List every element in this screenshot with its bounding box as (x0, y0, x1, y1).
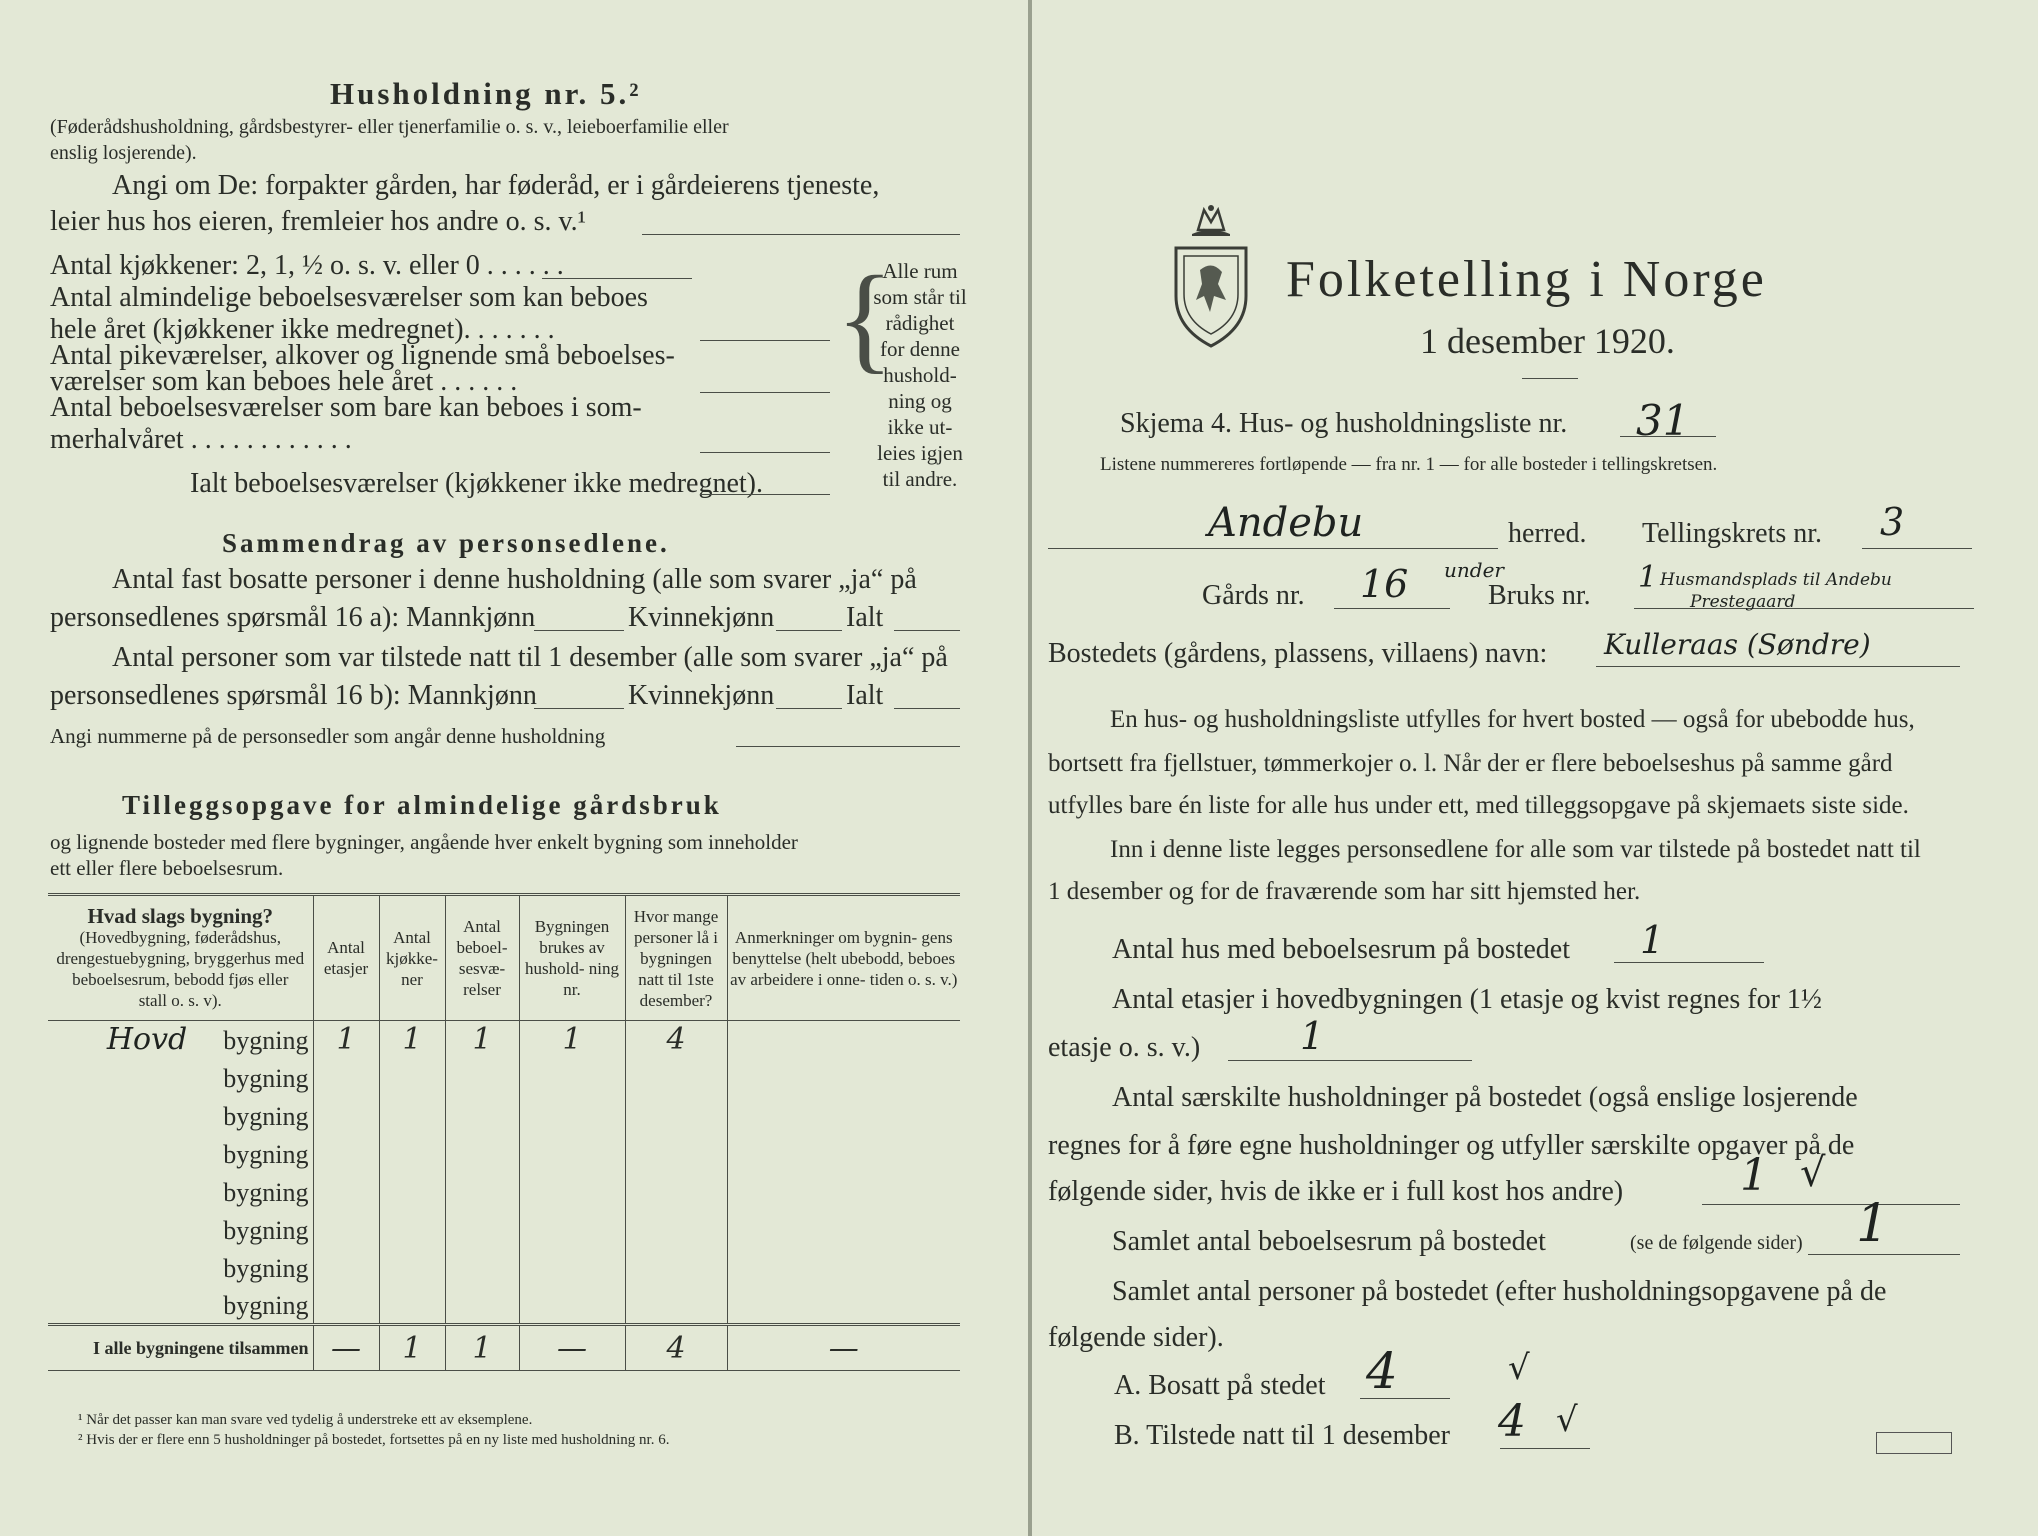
summer-rooms-line-2: merhalvåret . . . . . . . . . . . . (50, 424, 352, 455)
cell-household (519, 1059, 625, 1097)
col-floors-header: Antal etasjer (313, 895, 379, 1021)
total-floors: — (313, 1325, 379, 1371)
total-household: — (519, 1325, 625, 1371)
bygning-label: bygning (223, 1216, 309, 1245)
side-note (870, 258, 970, 492)
side-note-line: leies igjen (877, 441, 963, 465)
table-row (48, 1021, 960, 1059)
separate-households-value: 1 (1740, 1150, 1768, 1201)
herred-label: herred. (1508, 518, 1587, 549)
cell-persons (625, 1287, 727, 1325)
present-female-label: Kvinnekjønn (628, 680, 775, 711)
cell-rooms (445, 1249, 519, 1287)
col-used-by-header: Bygningen brukes av hushold- ning nr. (519, 895, 625, 1021)
col-persons-header: Hvor mange personer lå i bygningen natt til 1ste desember? (625, 895, 727, 1021)
present-male-line (534, 708, 624, 709)
table-row (48, 1249, 960, 1287)
col-building-title: Hvad slags bygning? (87, 903, 274, 928)
bruks-note-line-1: Husmandsplads til Andebu (1660, 570, 1892, 590)
summary-title: Sammendrag av personsedlene. (222, 528, 670, 558)
total-persons: 4 (625, 1325, 727, 1371)
numbers-answer-line (736, 746, 960, 747)
farm-title: Tilleggsopgave for almindelige gårdsbruk (122, 790, 722, 820)
bosted-value: Kulleraas (Søndre) (1604, 628, 1871, 661)
farm-subtitle-line-2: ett eller flere beboelsesrum. (50, 856, 284, 880)
cell-remarks (727, 1249, 960, 1287)
present-here-line (1500, 1448, 1590, 1449)
side-note-line: ning og (888, 389, 952, 413)
cell-floors (313, 1135, 379, 1173)
cell-remarks (727, 1097, 960, 1135)
present-here-label: B. Tilstede natt til 1 desember (1114, 1420, 1450, 1451)
settled-female-label: Kvinnekjønn (628, 602, 775, 633)
bygning-label: bygning (223, 1178, 309, 1207)
separate-households-line-3: følgende sider, hvis de ikke er i full kost hos andre) (1048, 1176, 1624, 1207)
cell-household (519, 1135, 625, 1173)
gards-line (1334, 608, 1450, 609)
bygning-label: bygning (223, 1026, 309, 1056)
building-type-cell (48, 1173, 313, 1211)
buildings-table (48, 893, 960, 1371)
separate-households-line-2: regnes for å føre egne husholdninger og utfyller særskilte opgaver på de (1048, 1130, 1855, 1161)
census-title: Folketelling i Norge (1286, 251, 1767, 308)
bruks-line (1634, 608, 1974, 609)
bygning-label: bygning (223, 1140, 309, 1169)
side-note-line: for denne (880, 337, 960, 361)
total-remarks: — (727, 1325, 960, 1371)
cell-rooms: 1 (445, 1021, 519, 1059)
cell-remarks (727, 1135, 960, 1173)
col-building-desc: (Hovedbygning, føderådshus, drengestuebygning, bryggerhus med beboelsesrum, bebodd fjøs eller stall o. s. v). (56, 927, 305, 1010)
houses-line (1614, 962, 1764, 963)
angi-line-1: Angi om De: forpakter gården, har føderåd, er i gårdeierens tjeneste, (112, 170, 880, 201)
table-total-row (48, 1325, 960, 1371)
settled-male-line (534, 630, 624, 631)
building-type-cell (48, 1059, 313, 1097)
krets-label: Tellingskrets nr. (1642, 518, 1823, 549)
table-row (48, 1173, 960, 1211)
cell-household (519, 1211, 625, 1249)
cell-household: 1 (519, 1021, 625, 1059)
settled-here-value: 4 (1366, 1342, 1398, 1400)
cell-kitchens (379, 1173, 445, 1211)
cell-floors (313, 1211, 379, 1249)
floors-answer-line (1228, 1060, 1472, 1061)
side-note-line: hushold- (883, 363, 957, 387)
floors-value: 1 (1300, 1014, 1325, 1058)
cell-floors (313, 1173, 379, 1211)
ordinary-rooms-answer-line (700, 340, 830, 341)
settled-total-line (894, 630, 960, 631)
table-row (48, 1097, 960, 1135)
building-type-value: Hovd (106, 1022, 188, 1058)
total-rooms: 1 (445, 1325, 519, 1371)
side-note-line: Alle rum (882, 259, 958, 283)
settled-here-label: A. Bosatt på stedet (1114, 1370, 1326, 1401)
table-row (48, 1287, 960, 1325)
instructions-line-3: utfylles bare én liste for alle hus under ett, med tilleggsopgave på skjemaets siste side. (1048, 792, 1909, 819)
separate-households-line (1702, 1204, 1960, 1205)
instructions-line-5: 1 desember og for de fraværende som har sitt hjemsted her. (1048, 878, 1641, 905)
cell-rooms (445, 1097, 519, 1135)
cell-floors (313, 1287, 379, 1325)
building-type-cell (48, 1135, 313, 1173)
side-note-brace: { (836, 251, 894, 384)
check-mark: √ (1508, 1348, 1530, 1388)
cell-household (519, 1097, 625, 1135)
schema-label: Skjema 4. Hus- og husholdningsliste nr. (1120, 408, 1568, 439)
side-note-line: som står til (873, 285, 967, 309)
numbers-label: Angi nummerne på de personsedler som angår denne husholdning (50, 724, 606, 748)
cell-remarks (727, 1173, 960, 1211)
present-female-line (776, 708, 842, 709)
census-date: 1 desember 1920. (1420, 321, 1675, 361)
cell-remarks (727, 1287, 960, 1325)
bruks-value: 1 (1638, 560, 1658, 595)
building-type-cell (48, 1097, 313, 1135)
cell-rooms (445, 1287, 519, 1325)
total-rooms-label: Ialt beboelsesværelser (kjøkkener ikke medregnet). (190, 468, 764, 499)
building-type-cell (48, 1211, 313, 1249)
rooms-total-label: Samlet antal beboelsesrum på bostedet (1112, 1226, 1546, 1257)
cell-kitchens (379, 1211, 445, 1249)
check-mark: √ (1556, 1400, 1578, 1440)
krets-value: 3 (1880, 500, 1905, 544)
houses-value: 1 (1640, 918, 1665, 962)
cell-household (519, 1249, 625, 1287)
angi-answer-line (642, 234, 960, 235)
rooms-total-note: (se de følgende sider) (1630, 1232, 1803, 1254)
bygning-label: bygning (223, 1102, 309, 1131)
cell-persons (625, 1173, 727, 1211)
bygning-label: bygning (223, 1254, 309, 1283)
total-rooms-answer-line (700, 494, 830, 495)
cell-persons (625, 1211, 727, 1249)
schema-number: 31 (1636, 396, 1690, 445)
cell-kitchens (379, 1135, 445, 1173)
cell-persons (625, 1097, 727, 1135)
gards-value: 16 (1360, 562, 1409, 606)
cell-kitchens (379, 1059, 445, 1097)
cell-rooms (445, 1211, 519, 1249)
maid-rooms-answer-line (700, 392, 830, 393)
cell-kitchens (379, 1097, 445, 1135)
present-line-2: personsedlenes spørsmål 16 b): Mannkjønn (50, 680, 537, 711)
bosted-line (1596, 666, 1960, 667)
cell-persons (625, 1135, 727, 1173)
floors-line-2: etasje o. s. v.) (1048, 1032, 1201, 1063)
rooms-total-line (1808, 1254, 1960, 1255)
building-type-cell (48, 1287, 313, 1325)
building-type-cell (48, 1249, 313, 1287)
cell-remarks (727, 1021, 960, 1059)
ordinary-rooms-line-1: Antal almindelige beboelsesværelser som kan beboes (50, 282, 648, 313)
footnote-2: ² Hvis der er flere enn 5 husholdninger på bostedet, fortsettes på en ny liste med husholdning nr. 6. (78, 1432, 670, 1448)
summer-rooms-line-1: Antal beboelsesværelser som bare kan beboes i som- (50, 392, 642, 423)
cell-persons (625, 1249, 727, 1287)
angi-line-2: leier hus hos eieren, fremleier hos andre o. s. v.¹ (50, 206, 587, 237)
present-total-label: Ialt (846, 680, 884, 711)
farm-subtitle-line-1: og lignende bosteder med flere bygninger, angående hver enkelt bygning som inneholder (50, 830, 798, 854)
total-label: I alle bygningene tilsammen (92, 1337, 309, 1358)
col-rooms-header: Antal beboel- sesvæ- relser (445, 895, 519, 1021)
settled-line-2: personsedlenes spørsmål 16 a): Mannkjønn (50, 602, 536, 633)
krets-line (1862, 548, 1972, 549)
herred-line (1048, 548, 1498, 549)
bosted-label: Bostedets (gårdens, plassens, villaens) navn: (1048, 638, 1548, 669)
ordinary-rooms-line-2: hele året (kjøkkener ikke medregnet). . . . . . . (50, 314, 555, 345)
houses-label: Antal hus med beboelsesrum på bostedet (1112, 934, 1571, 965)
side-note-line: til andre. (882, 467, 958, 491)
cell-rooms (445, 1173, 519, 1211)
table-row (48, 1059, 960, 1097)
cell-household (519, 1173, 625, 1211)
kitchens-label: Antal kjøkkener: 2, 1, ½ o. s. v. eller 0 . . . . . . (50, 250, 564, 281)
side-note-line: rådighet (885, 311, 955, 335)
cell-household (519, 1287, 625, 1325)
table-row (48, 1135, 960, 1173)
maid-rooms-line-2: værelser som kan beboes hele året . . . . . . (50, 366, 518, 397)
footnote-1: ¹ Når det passer kan man svare ved tydelig å understreke ett av eksemplene. (78, 1412, 533, 1428)
present-total-line (894, 708, 960, 709)
persons-total-line-1: Samlet antal personer på bostedet (efter husholdningsopgavene på de (1112, 1276, 1887, 1307)
norway-coat-of-arms-icon (1170, 200, 1252, 350)
instructions-line-4: Inn i denne liste legges personsedlene for alle som var tilstede på bostedet natt til (1110, 836, 1921, 863)
household-paren-line-1: (Føderådshusholdning, gårdsbestyrer- eller tjenerfamilie o. s. v., leieboerfamilie eller (50, 116, 729, 138)
col-building-header (48, 895, 313, 1021)
present-here-value: 4 (1498, 1396, 1526, 1447)
settled-line-1: Antal fast bosatte personer i denne husholdning (alle som svarer „ja“ på (112, 564, 917, 595)
bygning-label: bygning (223, 1064, 309, 1093)
persons-total-line-2: følgende sider). (1048, 1322, 1224, 1353)
cell-floors (313, 1097, 379, 1135)
building-type-cell (48, 1021, 313, 1059)
title-divider (1522, 378, 1578, 379)
cell-floors: 1 (313, 1021, 379, 1059)
floors-line-1: Antal etasjer i hovedbygningen (1 etasje og kvist regnes for 1½ (1112, 984, 1822, 1015)
cell-remarks (727, 1211, 960, 1249)
separate-households-line-1: Antal særskilte husholdninger på bostedet (også enslige losjerende (1112, 1082, 1858, 1113)
cell-floors (313, 1059, 379, 1097)
table-header-row (48, 895, 960, 1021)
cell-persons (625, 1059, 727, 1097)
cell-floors (313, 1249, 379, 1287)
cell-kitchens (379, 1249, 445, 1287)
herred-value: Andebu (1208, 500, 1364, 546)
bruks-note-line-2: Prestegaard (1690, 592, 1796, 612)
side-note-line: ikke ut- (887, 415, 953, 439)
numbering-note: Listene nummereres fortløpende — fra nr. 1 — for alle bosteder i tellingskretsen. (1100, 454, 1718, 475)
instructions-line-1: En hus- og husholdningsliste utfylles for hvert bosted — også for ubebodde hus, (1110, 706, 1915, 733)
bruks-label: Bruks nr. (1488, 580, 1591, 611)
printer-stamp (1876, 1432, 1952, 1454)
maid-rooms-line-1: Antal pikeværelser, alkover og lignende små beboelses- (50, 340, 675, 371)
cell-rooms (445, 1059, 519, 1097)
present-line-1: Antal personer som var tilstede natt til 1 desember (alle som svarer „ja“ på (112, 642, 948, 673)
cell-remarks (727, 1059, 960, 1097)
cell-rooms (445, 1135, 519, 1173)
gards-under-note: under (1444, 558, 1504, 582)
bygning-label: bygning (223, 1291, 309, 1321)
gards-label: Gårds nr. (1202, 580, 1305, 611)
settled-female-line (776, 630, 842, 631)
household-title: Husholdning nr. 5.² (330, 76, 642, 111)
kitchens-answer-line (542, 278, 692, 279)
cell-persons: 4 (625, 1021, 727, 1059)
instructions-line-2: bortsett fra fjellstuer, tømmerkojer o. l. Når der er flere beboelseshus på samme gård (1048, 750, 1893, 777)
summer-rooms-answer-line (700, 452, 830, 453)
household-paren-line-2: enslig losjerende). (50, 142, 197, 164)
rooms-total-value: 1 (1856, 1194, 1890, 1254)
total-kitchens: 1 (379, 1325, 445, 1371)
check-mark: √ (1800, 1150, 1826, 1196)
cell-kitchens: 1 (379, 1021, 445, 1059)
cell-kitchens (379, 1287, 445, 1325)
col-remarks-header: Anmerkninger om bygnin- gens benyttelse (helt ubebodd, beboes av arbeidere i onne- tiden o. s. v.) (727, 895, 960, 1021)
table-row (48, 1211, 960, 1249)
col-kitchens-header: Antal kjøkke- ner (379, 895, 445, 1021)
settled-total-label: Ialt (846, 602, 884, 633)
